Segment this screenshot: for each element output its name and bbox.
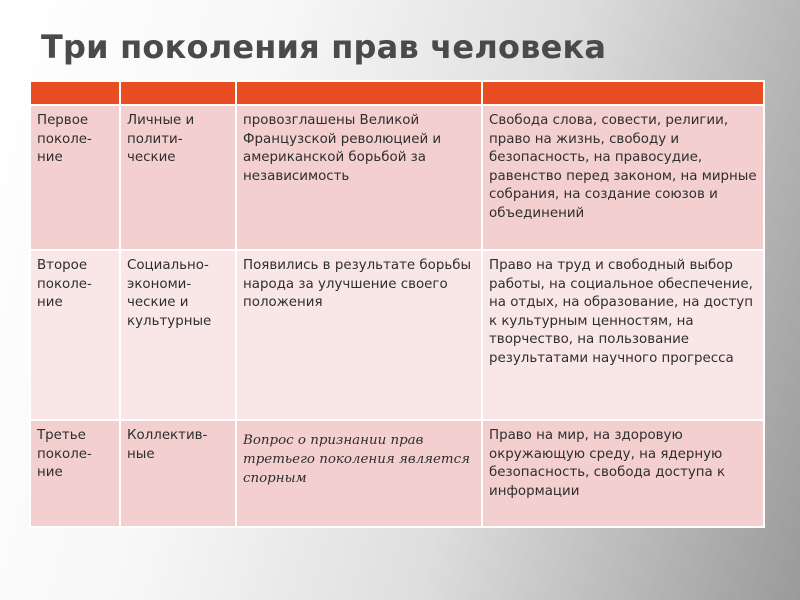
header-cell — [120, 81, 236, 105]
rights-cell: Право на труд и свободный выбор работы, на социальное обеспечение, на отдых, на образование, на доступ к культурным ценностям, на творчество, на пользование результатами научного прогресса — [482, 250, 764, 420]
rights-cell: Свобода слова, совести, религии, право на жизнь, свободу и безопасность, на правосудие, равенство перед законом, на мирные собрания, на создание союзов и объединений — [482, 105, 764, 250]
generation-cell: Второе поколе- ние — [30, 250, 120, 420]
header-cell — [482, 81, 764, 105]
header-cell — [30, 81, 120, 105]
category-cell: Личные и полити- ческие — [120, 105, 236, 250]
origin-cell: Появились в результате борьбы народа за улучшение своего положения — [236, 250, 482, 420]
origin-cell: Вопрос о признании прав третьего поколения является спорным — [236, 420, 482, 527]
origin-cell: провозглашены Великой Французской революцией и американской борьбой за независимость — [236, 105, 482, 250]
table-header-row — [30, 81, 764, 105]
table-row — [30, 250, 764, 420]
table-row — [30, 420, 764, 527]
rights-cell: Право на мир, на здоровую окружающую среду, на ядерную безопасность, свобода доступа к информации — [482, 420, 764, 527]
header-cell — [236, 81, 482, 105]
slide-title: Три поколения прав человека — [41, 28, 607, 66]
table-row — [30, 105, 764, 250]
generation-cell: Первое поколе- ние — [30, 105, 120, 250]
generation-cell: Третье поколе- ние — [30, 420, 120, 527]
category-cell: Коллектив- ные — [120, 420, 236, 527]
category-cell: Социально- экономи- ческие и культурные — [120, 250, 236, 420]
rights-table — [29, 80, 765, 528]
